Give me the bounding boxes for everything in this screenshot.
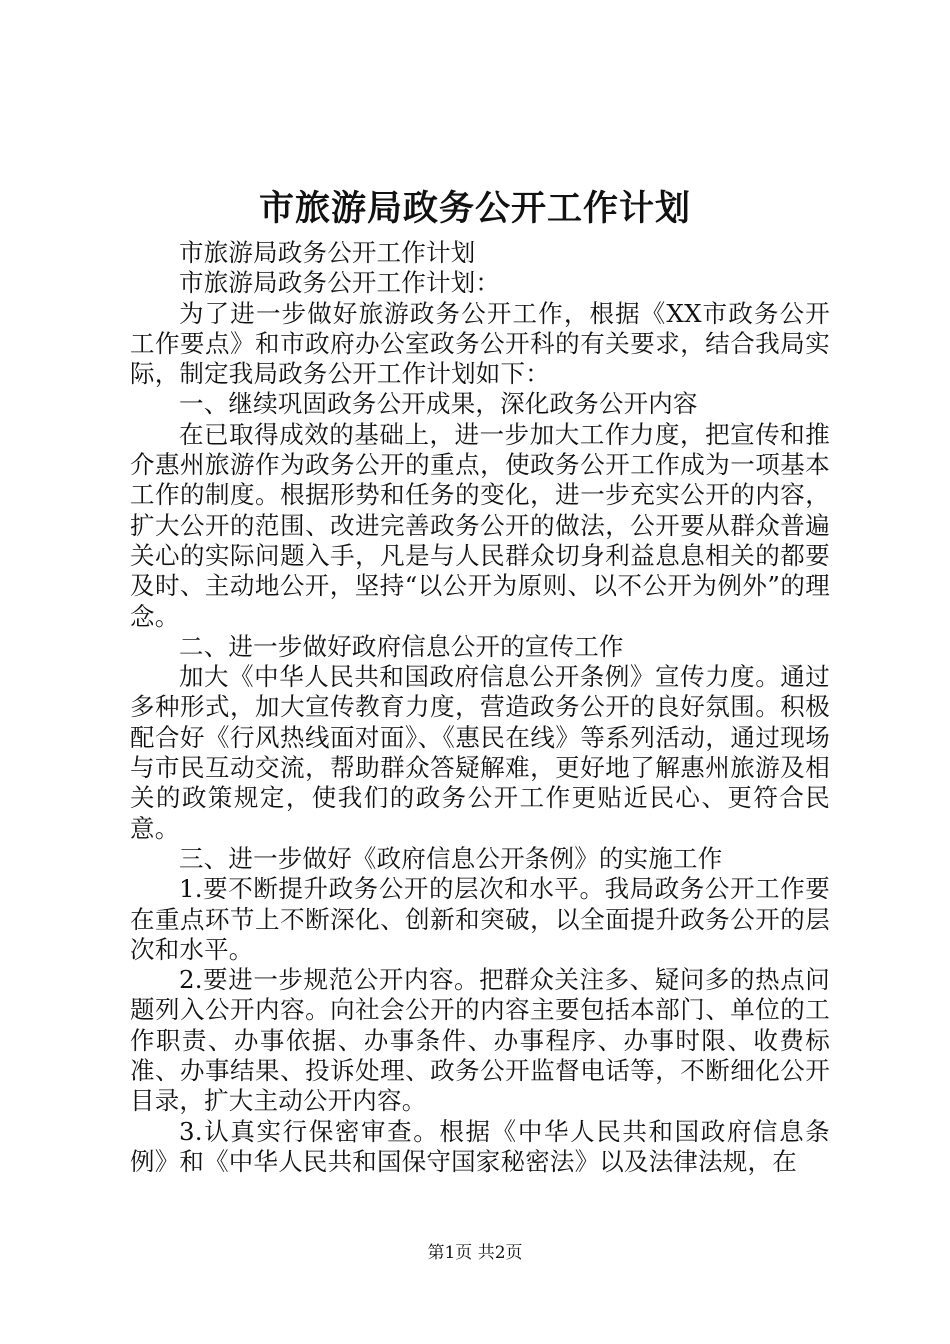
paragraph-item-1: 1.要不断提升政务公开的层次和水平。我局政务公开工作要在重点环节上不断深化、创新和突破，以全面提升政务公开的层次和水平。 (130, 874, 830, 964)
document-body (130, 238, 830, 1177)
paragraph-item-2: 2.要进一步规范公开内容。把群众关注多、疑问多的热点问题列入公开内容。向社会公开的内容主要包括本部门、单位的工作职责、办事依据、办事条件、办事程序、办事时限、收费标准、办事结果、投诉处理、政务公开监督电话等，不断细化公开目录，扩大主动公开内容。 (130, 965, 830, 1116)
paragraph-heading-colon: 市旅游局政务公开工作计划： (179, 268, 501, 298)
section-heading-3: 三、进一步做好《政府信息公开条例》的实施工作 (179, 843, 723, 873)
section-heading-2: 二、进一步做好政府信息公开的宣传工作 (179, 631, 624, 661)
paragraph-section-1: 在已取得成效的基础上，进一步加大工作力度，把宣传和推介惠州旅游作为政务公开的重点，使政务公开工作成为一项基本工作的制度。根据形势和任务的变化，进一步充实公开的内容，扩大公开的范围、改进完善政务公开的做法，公开要从群众普遍关心的实际问题入手，凡是与人民群众切身利益息息相关的都要及时、主动地公开，坚持“以公开为原则、以不公开为例外”的理念。 (130, 419, 830, 631)
document-title: 市旅游局政务公开工作计划 (258, 188, 691, 229)
section-heading-1: 一、继续巩固政务公开成果，深化政务公开内容 (179, 389, 698, 419)
paragraph-heading-repeat: 市旅游局政务公开工作计划 (179, 238, 476, 267)
paragraph-intro: 为了进一步做好旅游政务公开工作，根据《XX市政务公开工作要点》和市政府办公室政务公开科的有关要求，结合我局实际，制定我局政务公开工作计划如下： (130, 298, 830, 389)
paragraph-section-2: 加大《中华人民共和国政府信息公开条例》宣传力度。通过多种形式，加大宣传教育力度，营造政务公开的良好氛围。积极配合好《行风热线面对面》、《惠民在线》等系列活动，通过现场与市民互动交流，帮助群众答疑解难，更好地了解惠州旅游及相关的政策规定，使我们的政务公开工作更贴近民心、更符合民意。 (130, 662, 830, 843)
paragraph-item-3: 3.认真实行保密审查。根据《中华人民共和国政府信息条例》和《中华人民共和国保守国家秘密法》以及法律法规，在 (130, 1116, 830, 1176)
page-number-footer: 第1页 共2页 (427, 1243, 523, 1263)
